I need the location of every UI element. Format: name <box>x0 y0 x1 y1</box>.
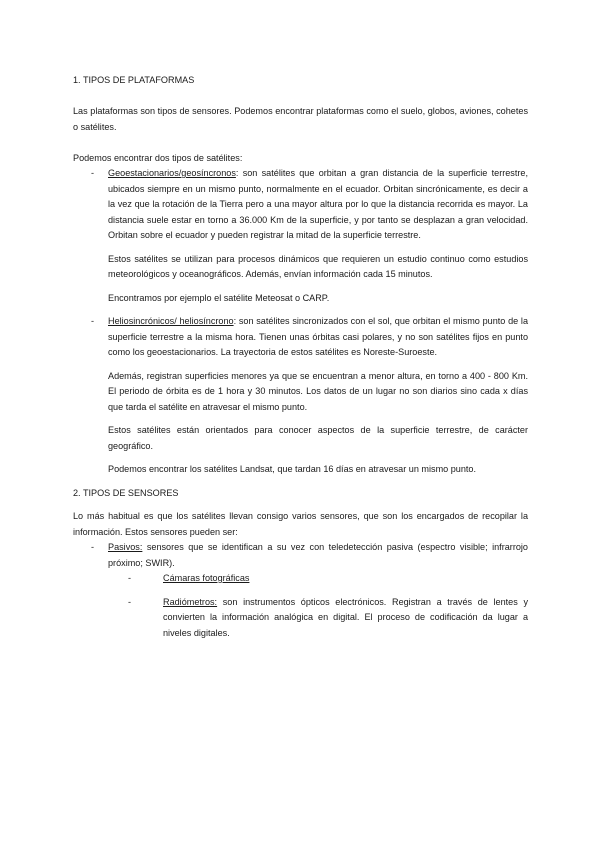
document-body <box>73 73 528 641</box>
list-bullet: - <box>91 168 95 178</box>
list-item-text: : son satélites sincronizados con el sol, que orbitan el mismo punto de la superficie terrestre a la misma hora. Tienen unas órbitas casi polares, y no son satélites fijos en punto como los geoestacionarios. La trayectoria de estos satélites es Noreste-Suroeste. <box>108 316 529 357</box>
satellite-types-list <box>73 166 528 478</box>
list-item-paragraph <box>163 595 528 642</box>
section-2-intro: Lo más habitual es que los satélites llevan consigo varios sensores, que son los encargados de recopilar la información. Estos sensores pueden ser: <box>73 511 528 537</box>
list-item-term: Heliosincrónicos/ heliosíncrono <box>108 316 234 326</box>
list-item <box>73 314 528 478</box>
sensor-types-list <box>73 540 528 571</box>
list-item-paragraph: Podemos encontrar los satélites Landsat, que tardan 16 días en atravesar un mismo punto. <box>108 464 477 474</box>
list-item-paragraph: Estos satélites están orientados para conocer aspectos de la superficie terrestre, de carácter geográfico. <box>108 425 528 451</box>
sublist-item <box>73 571 528 587</box>
list-item-paragraph: Además, registran superficies menores ya que se encuentran a menor altura, en torno a 400 - 800 Km. El periodo de órbita es de 1 hora y 30 minutos. Los datos de un lugar no son diarios sino cada x días que tarda el satélite en atravesar el mismo punto. <box>108 370 528 412</box>
list-bullet: - <box>91 316 95 326</box>
list-item-paragraph <box>108 540 528 571</box>
list-item <box>73 166 528 306</box>
list-item-text: son instrumentos ópticos electrónicos. Registran a través de lentes y convierten la información analógica en digital. El proceso de codificación da lugar a niveles digitales. <box>163 596 528 638</box>
satellite-types-intro: Podemos encontrar dos tipos de satélites: <box>73 152 243 163</box>
list-bullet: - <box>128 596 132 607</box>
list-bullet: - <box>128 573 132 583</box>
section-2-heading: 2. TIPOS DE SENSORES <box>73 487 179 498</box>
list-item-text: sensores que se identifican a su vez con teledetección pasiva (espectro visible; infrarrojo próximo; SWIR). <box>108 542 528 568</box>
list-item-text: : son satélites que orbitan a gran distancia de la superficie terrestre, ubicados siempre en un mismo punto, normalmente en el ecuador. Orbitan sincrónicamente, es decir a la vez que la rotación de la Tierra pero a una mayor altura por lo que la distancia recorrida es mayor. La distancia suele estar en torno a 36.000 Km de la superficie, y por tanto se desplazan a gran velocidad. Orbitan sobre el ecuador y pueden registrar la mitad de la superficie terrestre. <box>108 168 528 240</box>
list-item-term: Radiómetros: <box>163 596 218 607</box>
list-item-paragraph <box>108 314 528 361</box>
list-item-paragraph: Estos satélites se utilizan para procesos dinámicos que requieren un estudio continuo como estudios meteorológicos y oceanográficos. Además, envían información cada 15 minutos. <box>108 253 528 279</box>
list-item-term: Cámaras fotográficas <box>163 573 250 583</box>
sublist-item <box>73 595 528 642</box>
list-item-paragraph <box>108 166 528 244</box>
passive-sensors-sublist <box>73 571 528 641</box>
list-item <box>73 540 528 571</box>
list-item-term: Pasivos: <box>108 542 143 552</box>
section-1-intro: Las plataformas son tipos de sensores. Podemos encontrar plataformas como el suelo, globos, aviones, cohetes o satélites. <box>73 106 528 132</box>
section-1-heading: 1. TIPOS DE PLATAFORMAS <box>73 75 195 85</box>
list-item-term: Geoestacionarios/geosíncronos <box>108 168 236 178</box>
list-item-paragraph <box>163 571 528 587</box>
list-bullet: - <box>91 542 95 552</box>
list-item-paragraph: Encontramos por ejemplo el satélite Meteosat o CARP. <box>108 292 330 303</box>
